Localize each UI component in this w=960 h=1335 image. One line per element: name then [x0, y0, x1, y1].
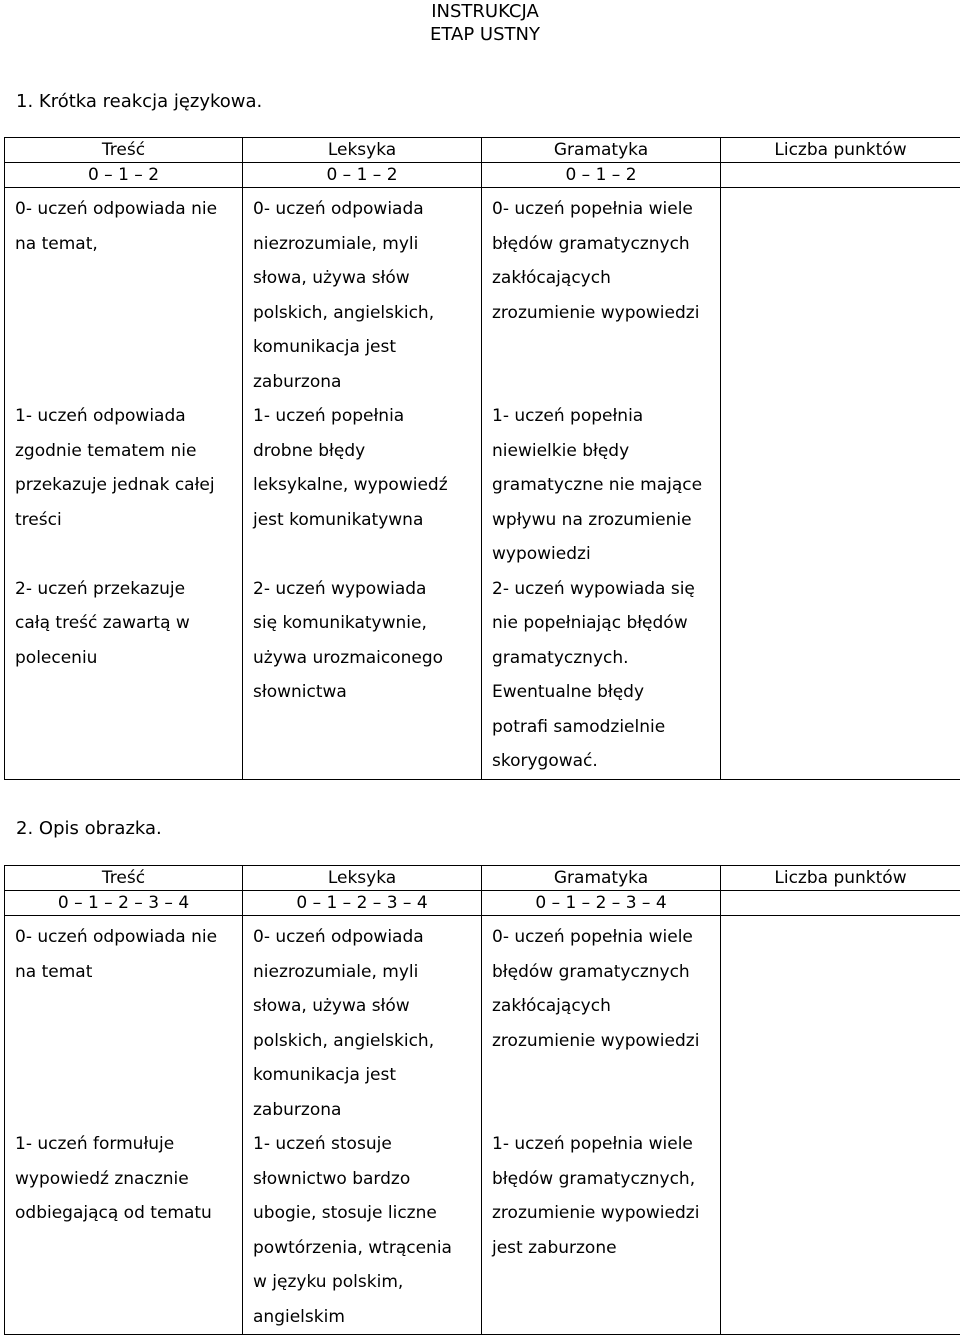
criteria-line: błędów gramatycznych	[492, 955, 720, 990]
scale-leksyka: 0 – 1 – 2	[243, 163, 482, 188]
criteria-line: angielskim	[253, 1300, 481, 1335]
criteria-line: 1- uczeń odpowiada	[15, 399, 242, 434]
criteria-line: słownictwo bardzo	[253, 1162, 481, 1197]
header-row	[5, 866, 960, 891]
criteria-line: zrozumienie wypowiedzi	[492, 296, 720, 331]
criteria-line: jest zaburzone	[492, 1231, 720, 1266]
criteria-line: używa urozmaiconego	[253, 641, 481, 676]
header-tresc: Treść	[5, 138, 243, 163]
criteria-leksyka	[243, 188, 482, 780]
criteria-line: zgodnie tematem nie	[15, 434, 242, 469]
points-cell[interactable]	[721, 188, 960, 780]
criteria-line: komunikacja jest	[253, 1058, 481, 1093]
scale-leksyka: 0 – 1 – 2 – 3 – 4	[243, 891, 482, 916]
criteria-line: leksykalne, wypowiedź	[253, 468, 481, 503]
criteria-line: 2- uczeń przekazuje	[15, 572, 242, 607]
criteria-line: gramatycznych.	[492, 641, 720, 676]
criteria-line: jest komunikatywna	[253, 503, 481, 538]
criteria-line: na temat	[15, 955, 242, 990]
criteria-line: drobne błędy	[253, 434, 481, 469]
scale-row	[5, 163, 960, 188]
criteria-line: polskich, angielskich,	[253, 1024, 481, 1059]
criteria-tresc	[5, 188, 243, 780]
criteria-line: zrozumienie wypowiedzi	[492, 1024, 720, 1059]
criteria-tresc-text	[5, 188, 242, 779]
criteria-line: 0- uczeń odpowiada nie	[15, 920, 242, 955]
document-title-line2: ETAP USTNY	[0, 23, 960, 46]
criteria-line: 0- uczeń odpowiada	[253, 920, 481, 955]
criteria-leksyka-text	[243, 916, 481, 1334]
criteria-leksyka-text	[243, 188, 481, 779]
header-row	[5, 138, 960, 163]
criteria-line: skorygować.	[492, 744, 720, 779]
criteria-line: 2- uczeń wypowiada	[253, 572, 481, 607]
criteria-line: wypowiedzi	[492, 537, 720, 572]
scale-row	[5, 891, 960, 916]
header-liczba-punktow: Liczba punktów	[721, 866, 960, 891]
criteria-row	[5, 916, 960, 1335]
criteria-line: gramatyczne nie mające	[492, 468, 720, 503]
header-gramatyka: Gramatyka	[482, 866, 721, 891]
criteria-leksyka	[243, 916, 482, 1335]
criteria-line: zaburzona	[253, 365, 481, 400]
criteria-line: przekazuje jednak całej	[15, 468, 242, 503]
section1-title: 1. Krótka reakcja językowa.	[16, 91, 262, 113]
header-leksyka: Leksyka	[243, 138, 482, 163]
criteria-gramatyka-text	[482, 188, 720, 779]
criteria-row	[5, 188, 960, 780]
criteria-gramatyka	[482, 916, 721, 1335]
section2-title: 2. Opis obrazka.	[16, 818, 162, 840]
criteria-line: polskich, angielskich,	[253, 296, 481, 331]
criteria-tresc-text	[5, 916, 242, 1334]
criteria-line: 0- uczeń odpowiada	[253, 192, 481, 227]
points-cell[interactable]	[721, 916, 960, 1335]
criteria-line: Ewentualne błędy	[492, 675, 720, 710]
section2-rubric-table	[4, 865, 960, 1335]
scale-gramatyka: 0 – 1 – 2	[482, 163, 721, 188]
section1-rubric-table	[4, 137, 960, 780]
criteria-line: 1- uczeń stosuje	[253, 1127, 481, 1162]
criteria-line: komunikacja jest	[253, 330, 481, 365]
criteria-line: 1- uczeń popełnia	[492, 399, 720, 434]
criteria-line: 0- uczeń odpowiada nie	[15, 192, 242, 227]
document-title	[0, 0, 960, 46]
criteria-line: zaburzona	[253, 1093, 481, 1128]
criteria-line: odbiegającą od tematu	[15, 1196, 242, 1231]
criteria-line: błędów gramatycznych	[492, 227, 720, 262]
criteria-line: 1- uczeń popełnia	[253, 399, 481, 434]
criteria-line: poleceniu	[15, 641, 242, 676]
criteria-line: potrafi samodzielnie	[492, 710, 720, 745]
criteria-line: niewielkie błędy	[492, 434, 720, 469]
header-gramatyka: Gramatyka	[482, 138, 721, 163]
criteria-line: błędów gramatycznych,	[492, 1162, 720, 1197]
criteria-line: 1- uczeń popełnia wiele	[492, 1127, 720, 1162]
criteria-line: na temat,	[15, 227, 242, 262]
criteria-line: niezrozumiale, myli	[253, 227, 481, 262]
criteria-line: zrozumienie wypowiedzi	[492, 1196, 720, 1231]
criteria-line: całą treść zawartą w	[15, 606, 242, 641]
criteria-line: nie popełniając błędów	[492, 606, 720, 641]
criteria-line: niezrozumiale, myli	[253, 955, 481, 990]
criteria-line: w języku polskim,	[253, 1265, 481, 1300]
header-liczba-punktow: Liczba punktów	[721, 138, 960, 163]
criteria-line: słowa, używa słów	[253, 989, 481, 1024]
criteria-line: słowa, używa słów	[253, 261, 481, 296]
criteria-line: się komunikatywnie,	[253, 606, 481, 641]
scale-tresc: 0 – 1 – 2	[5, 163, 243, 188]
scale-gramatyka: 0 – 1 – 2 – 3 – 4	[482, 891, 721, 916]
criteria-line: zakłócających	[492, 261, 720, 296]
document-title-line1: INSTRUKCJA	[0, 0, 960, 23]
criteria-line: ubogie, stosuje liczne	[253, 1196, 481, 1231]
header-tresc: Treść	[5, 866, 243, 891]
criteria-line: 1- uczeń formułuje	[15, 1127, 242, 1162]
criteria-line: zakłócających	[492, 989, 720, 1024]
criteria-line: treści	[15, 503, 242, 538]
criteria-line: wypowiedź znacznie	[15, 1162, 242, 1197]
scale-liczba-punktow	[721, 891, 960, 916]
criteria-line: słownictwa	[253, 675, 481, 710]
criteria-gramatyka	[482, 188, 721, 780]
criteria-tresc	[5, 916, 243, 1335]
criteria-line: powtórzenia, wtrącenia	[253, 1231, 481, 1266]
criteria-line: 0- uczeń popełnia wiele	[492, 920, 720, 955]
criteria-line: 2- uczeń wypowiada się	[492, 572, 720, 607]
criteria-line: wpływu na zrozumienie	[492, 503, 720, 538]
header-leksyka: Leksyka	[243, 866, 482, 891]
scale-liczba-punktow	[721, 163, 960, 188]
scale-tresc: 0 – 1 – 2 – 3 – 4	[5, 891, 243, 916]
criteria-line: 0- uczeń popełnia wiele	[492, 192, 720, 227]
criteria-gramatyka-text	[482, 916, 720, 1334]
